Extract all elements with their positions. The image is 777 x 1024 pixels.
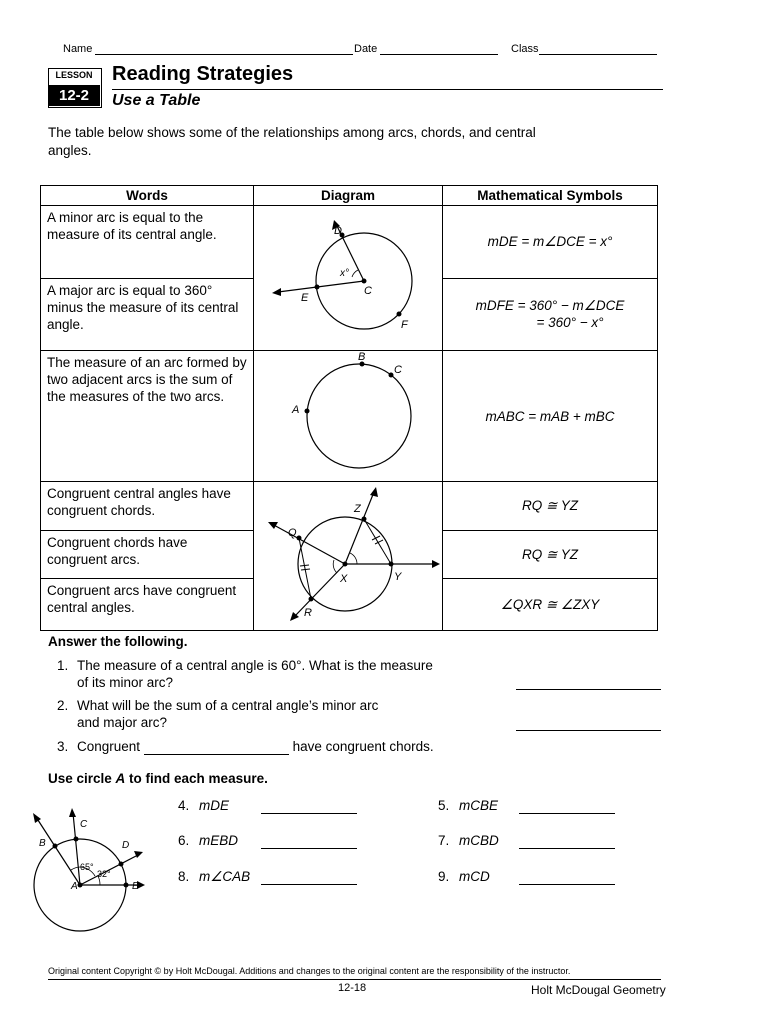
item-label: m∠CAB: [199, 869, 251, 884]
question-number: 1.: [57, 658, 69, 673]
words-cell: A major arc is equal to 360° minus the measure of its central angle.: [41, 278, 254, 351]
question-text-continued: of its minor arc?: [77, 675, 174, 690]
label-x: x°: [340, 268, 349, 279]
congruent-chords-diagram: [254, 482, 442, 626]
label-y: Y: [394, 571, 402, 583]
angle-32: 32°: [97, 869, 111, 879]
name-field: [63, 43, 353, 55]
name-blank[interactable]: [95, 43, 353, 55]
answer-line-1[interactable]: [516, 689, 661, 690]
label-q: Q: [288, 527, 297, 539]
measure-item-8: [178, 869, 250, 885]
words-cell: The measure of an arc formed by two adjacent arcs is the sum of the measures of the two arcs.: [41, 351, 254, 482]
words-cell: Congruent chords have congruent arcs.: [41, 530, 254, 579]
label-e: E: [132, 881, 139, 892]
copyright-text: Original content Copyright © by Holt McDougal. Additions and changes to the original content are the responsibility of the instructor.: [48, 966, 571, 976]
symbol-cell: ∠QXR ≅ ∠ZXY: [443, 579, 658, 631]
item-number: 9.: [438, 869, 450, 884]
diagram-cell-congruent: [254, 482, 443, 631]
item-number: 4.: [178, 798, 190, 813]
class-field: [511, 43, 657, 55]
diagram-cell-arcs: [254, 206, 443, 351]
words-cell: Congruent central angles have congruent chords.: [41, 482, 254, 531]
table-row: [41, 206, 658, 279]
heading-text: Use circle: [48, 771, 116, 786]
lesson-label: LESSON: [55, 70, 93, 80]
label-f: F: [401, 319, 408, 331]
words-cell: Congruent arcs have congruent central angles.: [41, 579, 254, 631]
minor-major-arc-diagram: [254, 206, 442, 346]
question-text-end: have congruent chords.: [292, 739, 434, 754]
question-text-continued: and major arc?: [77, 715, 168, 730]
answer-line-5[interactable]: [519, 813, 615, 814]
label-x: X: [340, 573, 348, 585]
item-number: 5.: [438, 798, 450, 813]
question-text: Congruent: [77, 739, 141, 754]
item-label: mCBD: [459, 833, 499, 848]
intro-text: The table below shows some of the relationships among arcs, chords, and central angles.: [48, 125, 536, 158]
book-title: Holt McDougal Geometry: [531, 983, 666, 997]
relationships-table: [40, 185, 658, 631]
symbol-cell: RQ ≅ YZ: [443, 530, 658, 579]
label-z: Z: [354, 503, 361, 515]
item-number: 8.: [178, 869, 190, 884]
symbol-cell: RQ ≅ YZ: [443, 482, 658, 531]
measure-item-5: [438, 798, 498, 813]
measure-item-6: [178, 833, 238, 848]
circle-a-figure: [28, 805, 168, 935]
item-label: mEBD: [199, 833, 239, 848]
label-c: C: [80, 819, 88, 830]
item-number: 7.: [438, 833, 450, 848]
answer-line-6[interactable]: [261, 848, 357, 849]
label-b: B: [358, 351, 366, 363]
label-c: C: [394, 364, 402, 376]
angle-65: 65°: [80, 862, 94, 872]
measure-item-9: [438, 869, 490, 884]
symbol-cell: mABC = mAB + mBC: [443, 351, 658, 482]
label-e: E: [301, 292, 309, 304]
title-rule: [112, 89, 663, 90]
header-words: Words: [41, 186, 254, 206]
label-d: D: [122, 840, 130, 851]
question-1: [57, 657, 433, 691]
label-r: R: [304, 607, 312, 619]
label-d: D: [334, 225, 342, 237]
page-number: 12-18: [338, 982, 367, 994]
table-row: [41, 351, 658, 482]
adjacent-arcs-diagram: [254, 351, 442, 477]
table-row: [41, 482, 658, 531]
measure-item-7: [438, 833, 499, 848]
question-text: The measure of a central angle is 60°. What is the measure: [77, 658, 433, 673]
date-field: [354, 43, 498, 55]
answer-line-2[interactable]: [516, 730, 661, 731]
class-label: Class: [511, 43, 539, 55]
name-label: Name: [63, 43, 93, 55]
header-symbols: Mathematical Symbols: [443, 186, 658, 206]
header-diagram: Diagram: [254, 186, 443, 206]
circle-section-heading: [48, 771, 268, 786]
item-label: mCD: [459, 869, 490, 884]
symbol-cell: [443, 278, 658, 351]
answer-line-9[interactable]: [519, 884, 615, 885]
label-a: A: [292, 404, 300, 416]
item-label: mCBE: [459, 798, 499, 813]
answer-line-7[interactable]: [519, 848, 615, 849]
label-b: B: [39, 838, 46, 849]
item-number: 6.: [178, 833, 190, 848]
symbol-cell: [443, 206, 658, 279]
question-text: What will be the sum of a central angle’s minor arc: [77, 698, 379, 713]
symbol-text: mDFE = 360° − m∠DCE: [475, 298, 625, 314]
label-a: A: [71, 881, 78, 892]
table-header-row: [41, 186, 658, 206]
question-2: [57, 697, 378, 731]
question-3: [57, 738, 434, 755]
heading-text-end: to find each measure.: [125, 771, 268, 786]
date-label: Date: [354, 43, 378, 55]
footer-rule: [48, 979, 661, 980]
page-title: Reading Strategies: [112, 63, 294, 85]
date-blank[interactable]: [380, 43, 498, 55]
answer-blank-3[interactable]: [144, 741, 289, 755]
symbol-text: mDE = m∠DCE = x°: [487, 234, 613, 250]
class-blank[interactable]: [539, 43, 657, 55]
heading-variable: A: [115, 771, 126, 786]
symbol-text-continued: = 360° − x°: [536, 315, 604, 331]
lesson-number: 12-2: [48, 85, 100, 106]
item-label: mDE: [199, 798, 230, 813]
page-subtitle: Use a Table: [112, 92, 201, 109]
answer-heading: Answer the following.: [48, 634, 188, 649]
question-number: 2.: [57, 698, 69, 713]
answer-line-4[interactable]: [261, 813, 357, 814]
words-cell: A minor arc is equal to the measure of its central angle.: [41, 206, 254, 279]
diagram-cell-adjacent: [254, 351, 443, 482]
label-c: C: [364, 285, 372, 297]
question-number: 3.: [57, 739, 69, 754]
measure-item-4: [178, 798, 229, 813]
answer-line-8[interactable]: [261, 884, 357, 885]
